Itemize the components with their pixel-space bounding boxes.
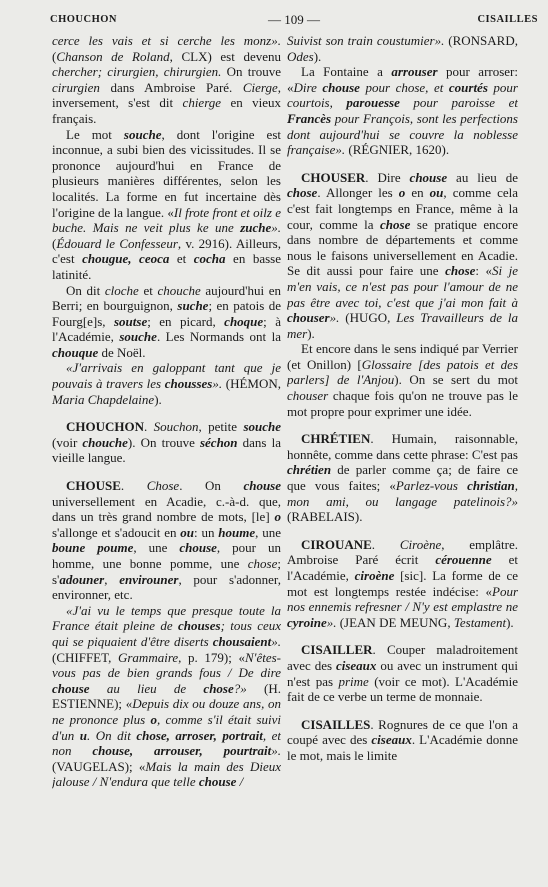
italic-text: cloche (104, 282, 139, 298)
italic-text: ; tous ceux qui se piquaient d'être diserts (52, 618, 281, 649)
italic-text: ». (212, 376, 223, 392)
paragraph (52, 283, 281, 361)
text-run: Le mot (66, 126, 124, 142)
page-number: — 109 — (268, 12, 320, 27)
paragraph (52, 603, 281, 790)
text-run: ; s' (52, 556, 281, 587)
bold-italic-term: chouse (243, 478, 281, 494)
italic-text: Édouard le Confesseur (56, 235, 178, 251)
bold-italic-term: parouesse (346, 95, 400, 111)
text-run: , p. 179); « (178, 649, 245, 665)
bold-italic-term: cocha (193, 251, 226, 267)
bold-italic-term: courtés (448, 79, 488, 95)
italic-text: ». (271, 743, 281, 759)
italic-text: Grammaire (117, 649, 179, 665)
text-run: , (104, 571, 120, 587)
bold-italic-term: suche (177, 298, 209, 314)
bold-italic-term: ou (180, 524, 195, 540)
italic-text: , et non (52, 727, 281, 759)
text-run: . (144, 419, 154, 435)
text-run: ). (506, 614, 514, 630)
text-run: dans Ambroise Paré. (99, 79, 243, 95)
text-run: , une (255, 524, 281, 540)
left-column (52, 33, 281, 883)
italic-text: Pour nos ennemis refresner / N'y est emplastre ne (287, 583, 518, 615)
italic-text: pour courtois, (287, 79, 518, 111)
italic-text: prime (338, 673, 369, 689)
bold-italic-term: chouser (287, 310, 330, 326)
text-run: (RONSARD, (444, 33, 518, 48)
text-run: ). On se sert du mot (394, 372, 518, 388)
bold-italic-term: chouche (82, 434, 128, 450)
text-run: ( (52, 48, 57, 64)
text-run: et l'Académie, (287, 552, 518, 583)
entry-headword: CHOUCHON (66, 419, 144, 435)
text-run: , v. 2916). Ailleurs, c'est (52, 235, 281, 267)
text-run: (JEAN DE MEUNG, (336, 614, 454, 630)
italic-text: Odes (287, 48, 314, 64)
text-run: . Couper maladroitement avec des (287, 642, 518, 673)
italic-text: «J'ai vu le temps que presque toute la France était pleine de (52, 602, 281, 634)
text-run: (CHIFFET, (52, 649, 118, 665)
text-run: dans la vieille langue. (52, 434, 281, 466)
italic-text: Dire (293, 79, 323, 95)
italic-text: Ciroène (399, 536, 442, 552)
dictionary-entry (287, 170, 518, 342)
bold-italic-term: choque (224, 313, 264, 329)
italic-text: Souchon (153, 419, 199, 435)
bold-italic-term: souche (123, 126, 162, 142)
italic-text: «J'arrivais en galoppant tant que je pouvais à travers les (52, 360, 281, 392)
text-run: : un (194, 524, 219, 540)
bold-italic-term: chouses (177, 618, 221, 634)
text-run: . Rognures de ce que l'on a coupé avec des (287, 716, 518, 748)
italic-text: ?» (233, 680, 247, 696)
bold-italic-term: séchon (199, 434, 238, 450)
italic-text: Depuis dix ou douze ans, on ne prononce plus (52, 696, 281, 727)
bold-italic-term: chousses (164, 376, 213, 392)
italic-text: Glossaire [des patois et des parlers] de l'Anjou (287, 356, 518, 388)
bold-italic-term: chougue, ceoca (82, 251, 170, 267)
paragraph (52, 127, 281, 283)
italic-text: Les Travailleurs de la mer (287, 310, 518, 341)
bold-italic-term: envirouner (119, 571, 179, 587)
paragraph (287, 341, 518, 419)
text-run: . (120, 478, 147, 494)
text-run: ; en picard, (147, 313, 225, 329)
bold-italic-term: chouse (52, 680, 90, 696)
italic-text: chouche (157, 282, 201, 298)
text-run: pour arroser: « (287, 64, 518, 95)
italic-text: chierge (182, 95, 222, 111)
italic-text: chose (247, 556, 278, 571)
text-run: en vieux français. (52, 95, 281, 126)
dictionary-entry (287, 717, 518, 764)
bold-italic-term: cérouenne (435, 552, 492, 568)
text-run: de parler comme ça; de faire ce que vous faites; « (287, 462, 518, 494)
text-run: , comme cela c'est fait longtemps en France, même à la cour, comme la (287, 185, 518, 232)
paragraph (52, 360, 281, 407)
text-run: Et encore dans le sens indiqué par Verrier (et Onillon) [ (287, 341, 518, 372)
bold-italic-term: ciroène (354, 568, 395, 583)
entry-headword: CHOUSE (66, 478, 121, 494)
text-run: ). On trouve (127, 434, 200, 450)
italic-text: pour François, sont les perfections dont aujourd'hui se couvre la noblesse française». (287, 110, 518, 158)
text-run: , emplâtre. Ambroise Paré écrit (287, 536, 518, 568)
italic-text: Suivist son train coustumier». (287, 33, 445, 48)
italic-text: Il frote front et oilz e buche. Mais ne veit plus ke une (52, 204, 281, 236)
text-run: se pratique encore dans nombre de départements et comme nous le faisons universellement en Acadie. Se dit aussi pour faire une (287, 216, 518, 279)
page-header (50, 10, 538, 30)
text-run: s'allonge et s'adoucit en (52, 524, 181, 540)
bold-italic-term: ciseaux (371, 732, 412, 748)
text-run: (VAUGELAS); « (52, 758, 146, 774)
text-run: universellement en Acadie, c.-à-d. que, dans un très grand nombre de mots, [le] (52, 493, 281, 525)
text-run: (H. ESTIENNE); « (52, 680, 281, 712)
text-run: aujourd'hui en Berri; en bourguignon, (52, 282, 281, 314)
italic-text: / (236, 774, 244, 790)
italic-text: Si je m'en vais, ce n'est pas pour l'amour de ne pas être avec toi, c'est que j'ai mon fait à (287, 263, 518, 310)
italic-text: chercher; cirurgien, chirurgien. (52, 64, 222, 80)
bold-italic-term: o (274, 509, 281, 525)
paragraph (287, 64, 518, 158)
bold-italic-term: adouner (59, 571, 105, 587)
bold-italic-term: chose, arroser, portrait (136, 727, 263, 743)
bold-italic-term: o (150, 711, 157, 727)
dictionary-entry (52, 478, 281, 603)
bold-italic-term: arrouser (391, 64, 438, 80)
italic-text: ». (271, 633, 281, 649)
text-run: : « (475, 263, 493, 279)
italic-text: Chose (146, 478, 180, 494)
text-run: de Noël. (98, 344, 146, 360)
italic-text: cirurgien (52, 79, 100, 95)
header-left-word: CHOUCHON (50, 14, 117, 25)
text-run: , CLX) est devenu (169, 48, 281, 64)
text-run: , dont l'origine est inconnue, a subi bien des vicissitudes. Il se prononce aujourd'hui en France de plusieurs manières différentes, selon les localités. La forme en fut incertaine dès l'origine de la langue. « (52, 126, 281, 220)
bold-italic-term: cyroine (287, 614, 327, 630)
entry-headword: CIROUANE (301, 536, 372, 552)
bold-italic-term: chouse (198, 774, 237, 790)
entry-headword: CISAILLES (301, 716, 371, 732)
text-run: en (405, 185, 430, 201)
right-column (287, 33, 518, 883)
text-run: (voir (52, 434, 83, 450)
text-run: [sic]. La forme de ce mot est longtemps restée indécise: « (287, 568, 518, 599)
bold-italic-term: chouse (409, 169, 448, 185)
header-right-word: CISAILLES (477, 14, 538, 25)
text-run: ou avec un instrument qui n'est pas (287, 657, 518, 689)
bold-italic-term: chose (287, 185, 318, 201)
italic-text: chouser (287, 388, 329, 404)
text-run: , une (133, 540, 180, 556)
italic-text: Mais la main des Dieux jalouse / N'endura que telle (52, 758, 281, 790)
text-run: On dit (66, 282, 105, 298)
bold-italic-term: souche (243, 419, 281, 435)
text-run: On trouve (221, 64, 281, 80)
bold-italic-term: ciseaux (335, 657, 377, 673)
italic-text: ». (271, 220, 281, 236)
text-run: . L'Académie donne le mot, mais le limite (287, 732, 518, 763)
bold-italic-term: o (398, 185, 406, 201)
text-run: . Dire (365, 169, 410, 185)
italic-text: N'êtes-vous pas de bien grands fous / De dire (52, 649, 281, 681)
dictionary-entry (287, 537, 518, 631)
italic-text: au lieu de (89, 680, 204, 696)
text-run: ). (154, 391, 162, 407)
text-run: , inversement, s'est dit (52, 79, 281, 111)
bold-italic-term: u (79, 727, 87, 743)
text-run: ). (313, 48, 322, 64)
text-run: . (371, 536, 400, 552)
text-run: . Les Normands ont la (156, 329, 281, 345)
text-run: ; en patois de Fourg[e]s, (52, 298, 281, 329)
text-run: . Humain, raisonnable, honnête, comme dans cette phrase: C'est pas (287, 431, 518, 462)
text-run: , pour un homme, une bonne pomme, une (52, 540, 281, 571)
dictionary-entry (287, 642, 518, 704)
text-run: (HUGO, (339, 310, 397, 326)
text-run: (RABELAIS). (287, 509, 363, 525)
text-run: . Allonger les (317, 185, 399, 201)
text-run: (HÉMON, (222, 376, 281, 392)
paragraph (52, 33, 281, 127)
italic-text: pour chose, et (359, 79, 449, 95)
italic-text: ». (326, 614, 337, 630)
italic-text: Maria Chapdelaine (52, 391, 155, 407)
bold-italic-term: chousaient (212, 633, 272, 649)
entry-headword: CHRÉTIEN (301, 431, 371, 447)
bold-italic-term: zuche (240, 220, 272, 236)
italic-text: . On dit (87, 727, 137, 743)
bold-italic-term: boune poume (52, 540, 134, 556)
text-run: chaque fois qu'on ne trouve pas le mot propre pour exprimer une idée. (287, 388, 518, 419)
text-run: (voir ce mot). L'Académie fait de ce verbe un terme de monnaie. (287, 673, 518, 705)
italic-text: ». (329, 310, 340, 326)
text-run: ( (52, 235, 57, 251)
text-run: et (169, 251, 194, 267)
dictionary-entry (52, 419, 281, 466)
bold-italic-term: chose (445, 263, 476, 279)
text-run: ). (307, 325, 315, 341)
text-run: ; à l'Académie, (52, 313, 281, 345)
italic-text: , mon ami, ou langage patelinois?» (287, 478, 518, 509)
entry-headword: CISAILLER (301, 642, 373, 658)
text-run: et (138, 282, 158, 298)
dictionary-entry (287, 431, 518, 525)
italic-text: cerce les vais et si cerche les monz». (52, 33, 281, 48)
bold-italic-term: chouse (322, 79, 360, 95)
bold-italic-term: souche (119, 329, 157, 345)
paragraph (287, 33, 518, 64)
text-run: (RÉGNIER, 1620). (345, 142, 450, 158)
bold-italic-term: Francès (287, 110, 332, 126)
entry-headword: CHOUSER (301, 169, 366, 185)
text-run: . On (179, 478, 244, 494)
bold-italic-term: chose (380, 216, 411, 232)
text-run: La Fontaine a (301, 64, 392, 80)
italic-text: Parlez-vous (395, 478, 468, 494)
bold-italic-term: ou (429, 185, 444, 201)
bold-italic-term: chouque (52, 344, 99, 360)
italic-text: pour paroisse et (399, 95, 518, 111)
text-run: , pour s'adonner, environner, etc. (52, 571, 281, 603)
bold-italic-term: soutse (114, 313, 148, 329)
bold-italic-term: chouse (179, 540, 217, 556)
bold-italic-term: chose (203, 680, 234, 696)
bold-italic-term: christian (467, 478, 515, 494)
bold-italic-term: chouse, arrouser, pourtrait (92, 743, 272, 759)
text-run: , petite (198, 419, 244, 435)
italic-text: , comme s'il était suivi d'un (52, 711, 281, 743)
italic-text: Testament (453, 614, 507, 630)
italic-text: Cierge (242, 79, 278, 95)
bold-italic-term: houme (218, 524, 256, 540)
italic-text: Chanson de Roland (56, 48, 170, 64)
bold-italic-term: chrétien (287, 462, 332, 478)
text-run: au lieu de (447, 169, 518, 185)
text-run: en basse latinité. (52, 251, 281, 282)
